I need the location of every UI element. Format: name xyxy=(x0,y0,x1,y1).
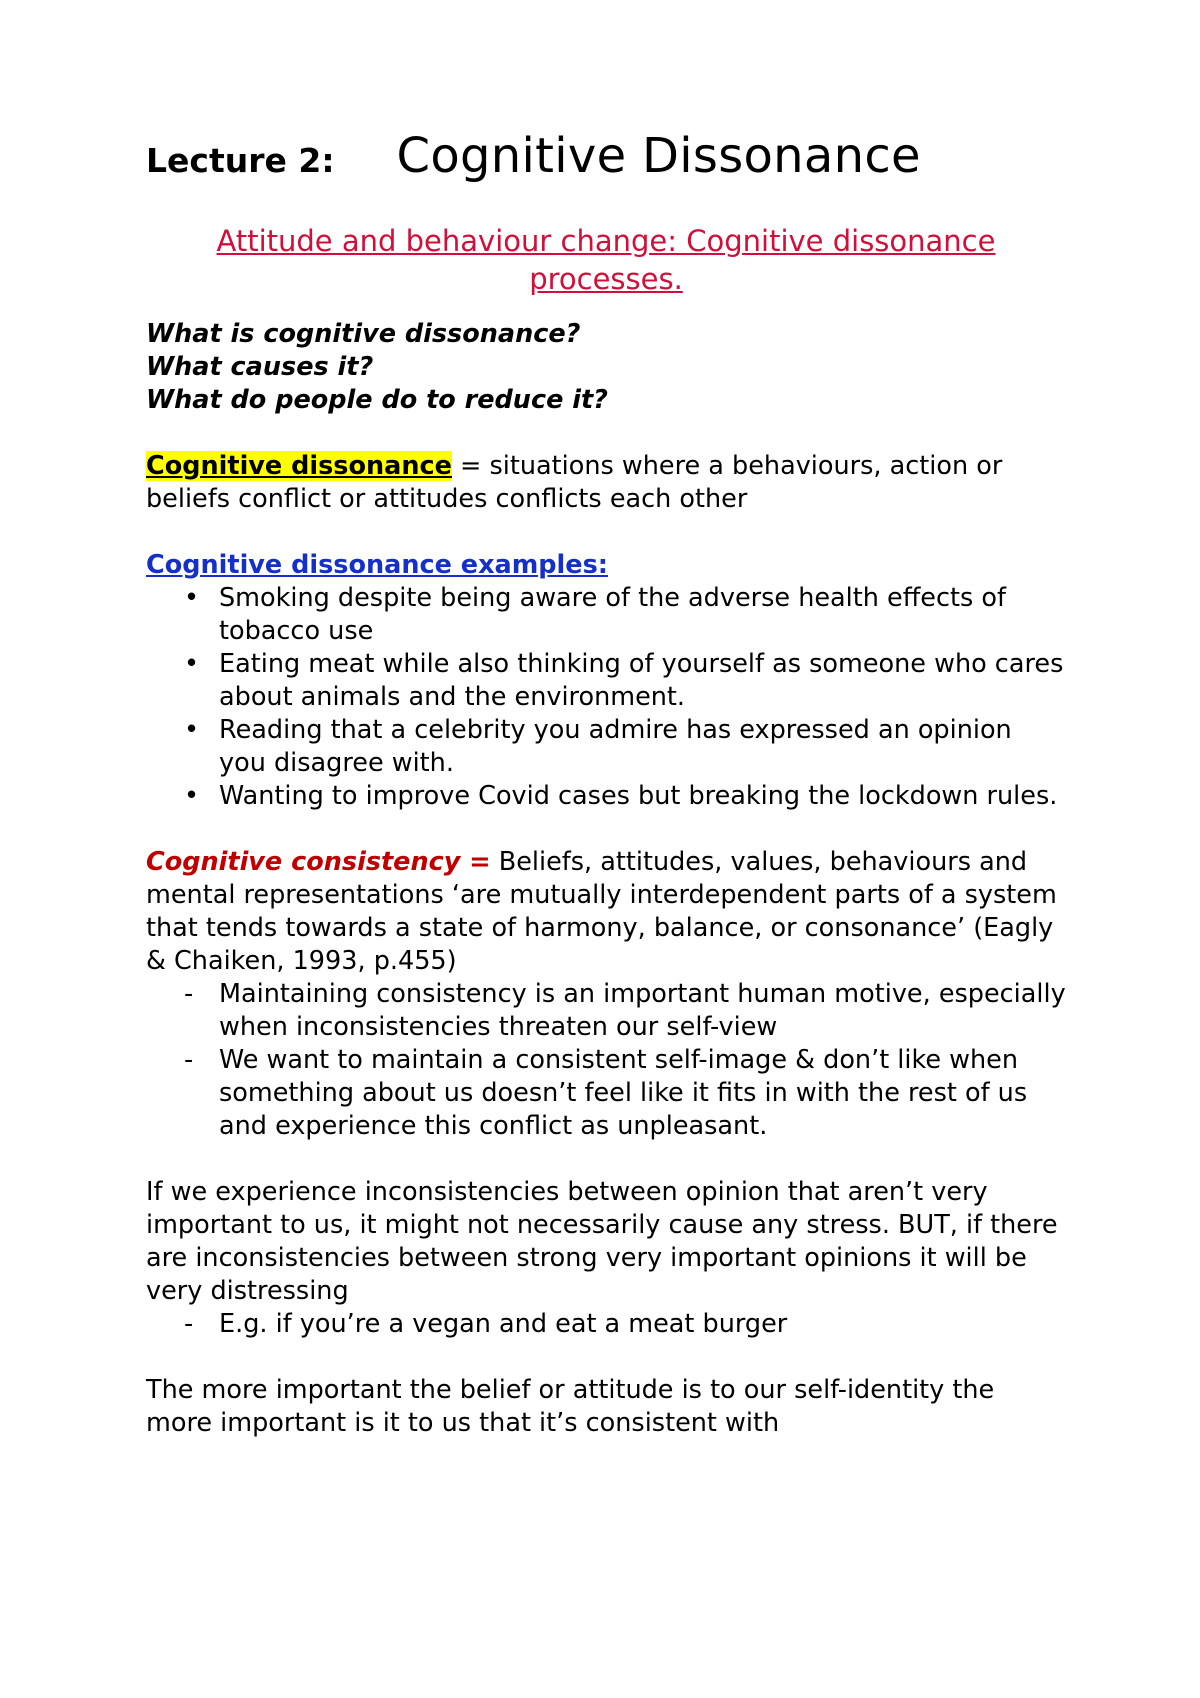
examples-list xyxy=(146,582,1066,813)
list-item-text: Wanting to improve Covid cases but breaking the lockdown rules. xyxy=(219,781,1058,811)
examples-heading-row xyxy=(146,549,1066,582)
spacer xyxy=(146,417,1066,450)
definition-term: Cognitive dissonance xyxy=(146,451,452,481)
list-item-text: Maintaining consistency is an important human motive, especially when inconsistencies threaten our self-view xyxy=(219,979,1066,1042)
list-item xyxy=(146,1044,1066,1143)
lecture-label: Lecture 2: xyxy=(146,141,335,180)
bullet-icon: • xyxy=(184,583,200,613)
definition-text: = situations where a behaviours, action or beliefs conflict or attitudes conflicts each other xyxy=(146,451,1003,514)
bullet-icon: • xyxy=(184,715,200,745)
lecture-title: Cognitive Dissonance xyxy=(396,128,921,184)
question-1: What is cognitive dissonance? xyxy=(146,319,581,349)
bullet-icon: • xyxy=(184,649,200,679)
dash-icon: - xyxy=(184,979,194,1009)
dash-icon: - xyxy=(184,1309,194,1339)
list-item xyxy=(146,1308,1066,1341)
list-item xyxy=(146,978,1066,1044)
question-3: What do people do to reduce it? xyxy=(146,385,608,415)
question-2: What causes it? xyxy=(146,352,374,382)
spacer xyxy=(146,813,1066,846)
definition-paragraph xyxy=(146,450,1066,516)
consistency-equals: = xyxy=(460,847,491,877)
list-item xyxy=(146,648,1066,714)
closing-paragraph: The more important the belief or attitude is to our self-identity the more important is it to us that it’s consistent with xyxy=(146,1375,995,1438)
bullet-icon: • xyxy=(184,781,200,811)
inconsistencies-paragraph: If we experience inconsistencies between opinion that aren’t very important to us, it might not necessarily cause any stress. BUT, if there are inconsistencies between strong very important opinions it will be very distressing xyxy=(146,1177,1058,1306)
list-item xyxy=(146,780,1066,813)
list-item xyxy=(146,714,1066,780)
list-item-text: Eating meat while also thinking of yourself as someone who cares about animals and the environment. xyxy=(219,649,1064,712)
dash-icon: - xyxy=(184,1045,194,1075)
consistency-term: Cognitive consistency xyxy=(146,847,461,877)
spacer xyxy=(146,1143,1066,1176)
spacer xyxy=(146,516,1066,549)
consistency-text: Beliefs, attitudes, values, behaviours and mental representations ‘are mutually interdependent parts of a system that tends towards a state of harmony, balance, or consonance’ (Eagly & Chaiken, 1993, p.455) xyxy=(146,847,1057,976)
section-subtitle: Attitude and behaviour change: Cognitive dissonance processes. xyxy=(216,224,996,296)
list-item-text: Smoking despite being aware of the adverse health effects of tobacco use xyxy=(219,583,1006,646)
examples-heading: Cognitive dissonance examples: xyxy=(146,550,608,580)
spacer xyxy=(146,1341,1066,1374)
list-item-text: We want to maintain a consistent self-image & don’t like when something about us doesn’t feel like it fits in with the rest of us and experience this conflict as unpleasant. xyxy=(219,1045,1028,1141)
consistency-paragraph xyxy=(146,846,1066,978)
page-title xyxy=(146,128,1066,208)
list-item xyxy=(146,582,1066,648)
list-item-text: E.g. if you’re a vegan and eat a meat burger xyxy=(219,1309,788,1339)
inconsistencies-list xyxy=(146,1308,1066,1341)
list-item-text: Reading that a celebrity you admire has expressed an opinion you disagree with. xyxy=(219,715,1012,778)
document-body xyxy=(146,128,1066,1440)
consistency-list xyxy=(146,978,1066,1143)
